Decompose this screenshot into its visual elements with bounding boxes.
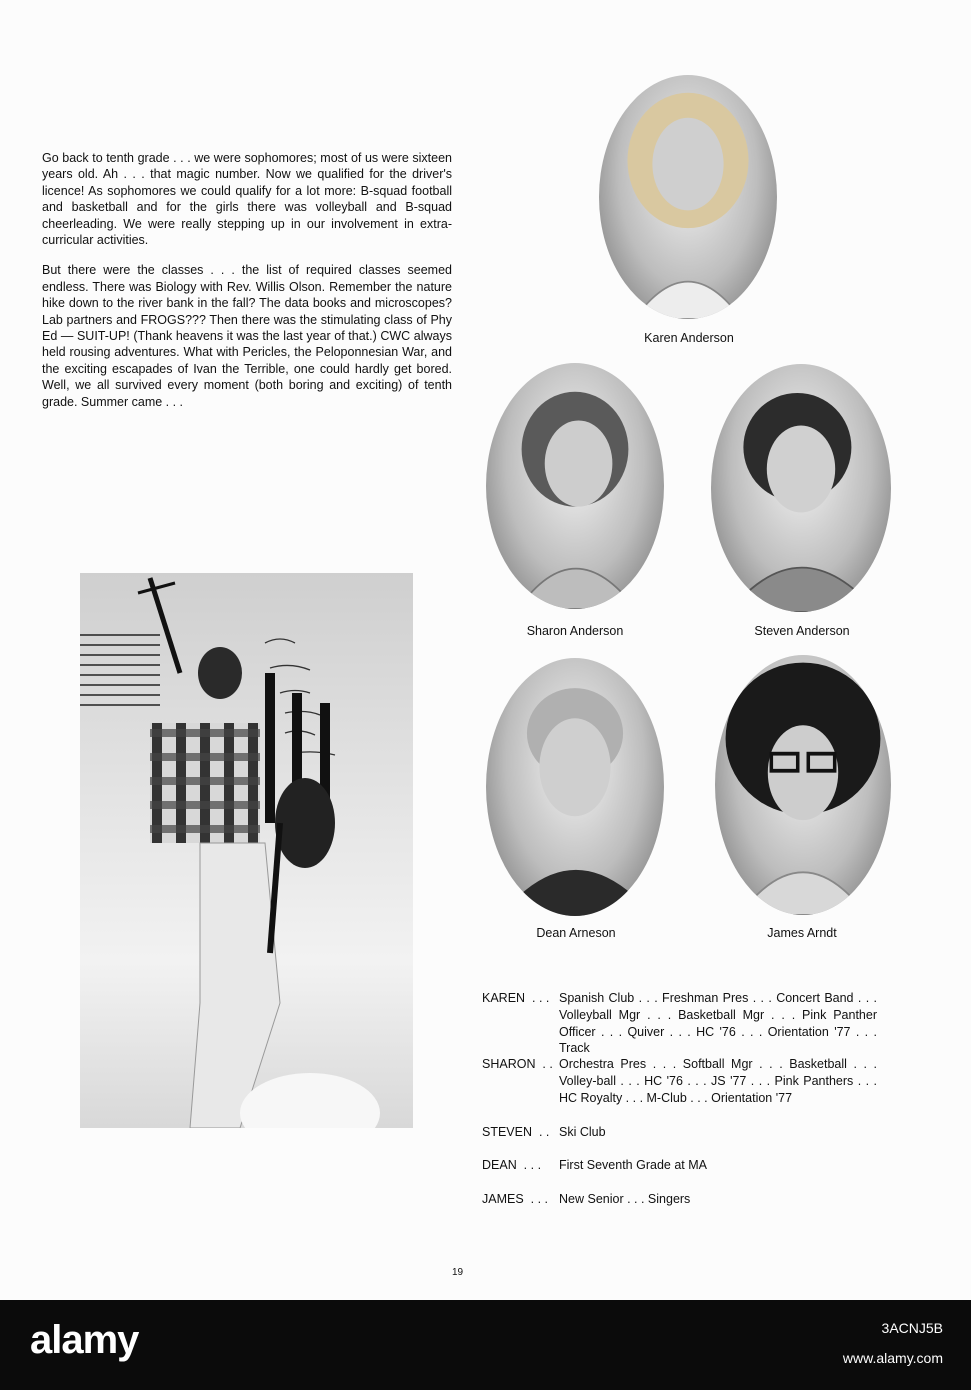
activity-name: KAREN . . .	[482, 991, 550, 1005]
portrait-name-dean: Dean Arneson	[536, 926, 616, 940]
portrait-sharon-anderson	[486, 363, 664, 609]
site-url: www.alamy.com	[842, 1350, 943, 1366]
image-id-label: 3ACNJ5B	[881, 1320, 943, 1336]
intro-paragraph-2: But there were the classes . . . the list of required classes seemed endless. There was Biology with Rev. Willis Olson. Remember the nature hike down to the river bank in the fall? The data books and microscopes? Lab partners and FROGS??? Then there was the stimulating class of Phy Ed — SUIT-UP! (Thank heavens it was the last year of that.) CWC always held rousing adventures. What with Pericles, the Peloponnesian War, and the exciting escapades of Ivan the Terrible, one could hardly get bored. Well, we all survived every moment (both boring and exciting) of tenth grade. Summer came . . .	[42, 263, 452, 409]
portrait-james-arndt	[715, 655, 891, 915]
page-number: 19	[452, 1267, 464, 1278]
portrait-name-steven: Steven Anderson	[754, 624, 850, 638]
alamy-logo: alamy	[30, 1318, 139, 1362]
activity-name: SHARON . .	[482, 1057, 553, 1071]
activity-list: Orchestra Pres . . . Softball Mgr . . . Basketball . . . Volley-ball . . . HC '76 . . . JS '77 . . . Pink Panthers . . . HC Royalty . . . M-Club . . . Orientation '77	[559, 1057, 877, 1105]
intro-text	[42, 150, 452, 424]
portrait-karen-anderson	[599, 75, 777, 319]
activity-list: First Seventh Grade at MA	[559, 1158, 707, 1172]
portrait-name-karen: Karen Anderson	[644, 331, 734, 345]
activity-list: New Senior . . . Singers	[559, 1192, 691, 1206]
activity-name: DEAN . . .	[482, 1158, 542, 1172]
portrait-name-sharon: Sharon Anderson	[526, 624, 624, 638]
activity-list: Ski Club	[559, 1125, 606, 1139]
intro-paragraph-1: Go back to tenth grade . . . we were sophomores; most of us were sixteen years old. Ah . . . that magic number. Now we qualified for the driver's licence! As sophomores we could qualify for a lot more: B-squad football and basketball and for the girls there was volleyball and B-squad cheerleading. We were really stepping up in our involvement in extra-curricular activities.	[42, 151, 452, 248]
activity-name: STEVEN . .	[482, 1125, 550, 1139]
portrait-dean-arneson	[486, 658, 664, 916]
portrait-name-james: James Arndt	[767, 926, 837, 940]
activity-list: Spanish Club . . . Freshman Pres . . . Concert Band . . . Volleyball Mgr . . . Basketball Mgr . . . Pink Panther Officer . . . Quiver . . . HC '76 . . . Orientation '77 . . . Track	[559, 991, 877, 1056]
portrait-steven-anderson	[711, 364, 891, 612]
stock-footer	[0, 1300, 971, 1390]
activity-name: JAMES . . .	[482, 1192, 548, 1206]
bagpiper-photo	[80, 573, 413, 1128]
